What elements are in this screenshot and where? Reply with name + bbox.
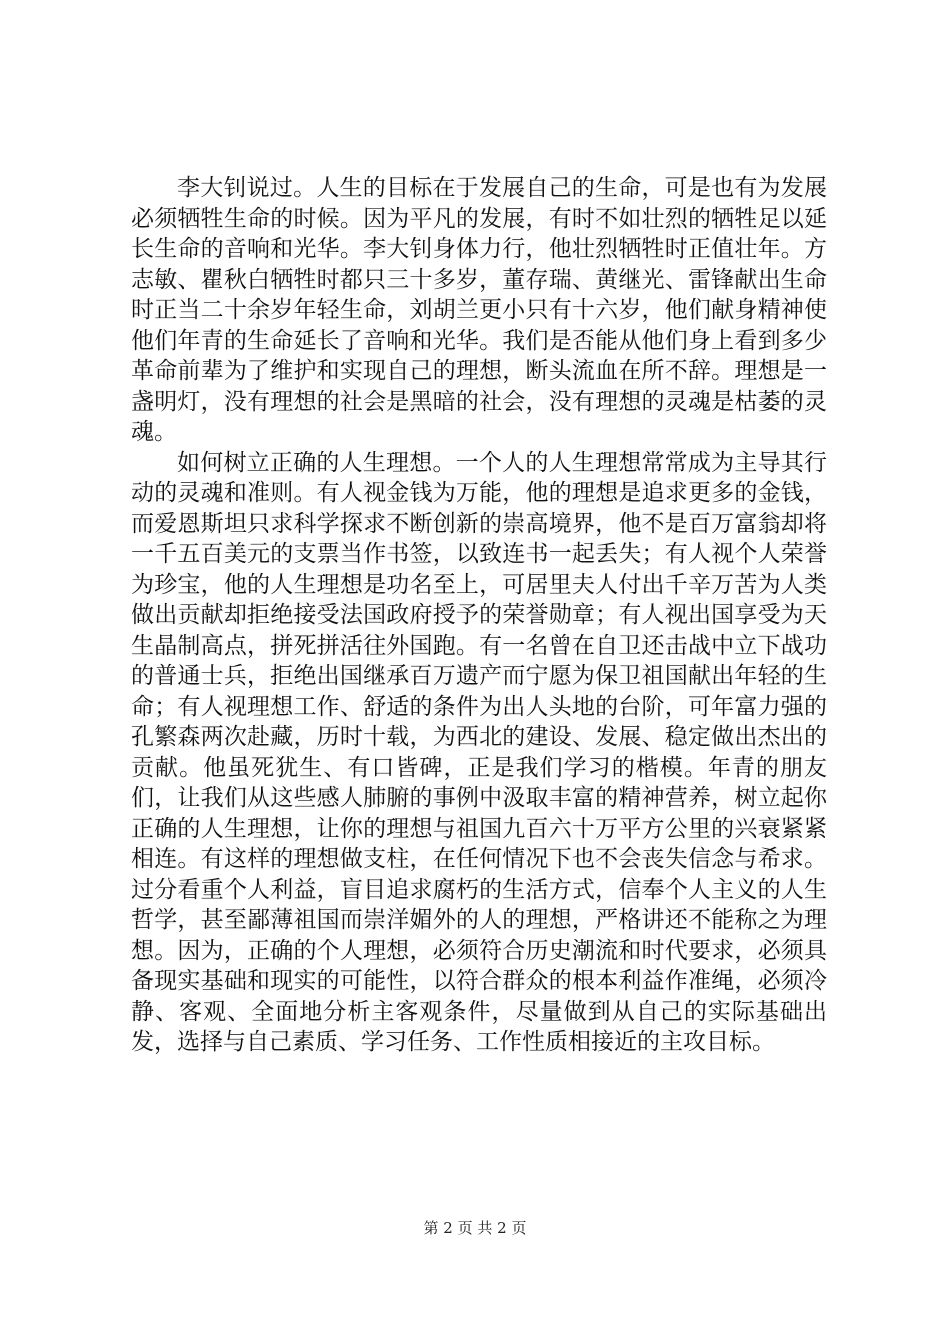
paragraph-2: 如何树立正确的人生理想。一个人的人生理想常常成为主导其行动的灵魂和准则。有人视金钱为万能，他的理想是追求更多的金钱，而爱恩斯坦只求科学探求不断创新的崇高境界，他不是百万富翁却将一千五百美元的支票当作书签，以致连书一起丢失；有人视个人荣誉为珍宝，他的人生理想是功名至上，可居里夫人付出千辛万苦为人类做出贡献却拒绝接受法国政府授予的荣誉勋章；有人视出国享受为天生晶制高点，拼死拼活往外国跑。有一名曾在自卫还击战中立下战功的普通士兵，拒绝出国继承百万遗产而宁愿为保卫祖国献出年轻的生命；有人视理想工作、舒适的条件为出人头地的台阶，可年富力强的孔繁森两次赴藏，历时十载，为西北的建设、发展、稳定做出杰出的贡献。他虽死犹生、有口皆碑，正是我们学习的楷模。年青的朋友们，让我们从这些感人肺腑的事例中汲取丰富的精神营养，树立起你正确的人生理想，让你的理想与祖国九百六十万平方公里的兴衰紧紧相连。有这样的理想做支柱，在任何情况下也不会丧失信念与希求。过分看重个人利益，盲目追求腐朽的生活方式，信奉个人主义的人生哲学，甚至鄙薄祖国而崇洋媚外的人的理想，严格讲还不能称之为理想。因为，正确的个人理想，必须符合历史潮流和时代要求，必须具备现实基础和现实的可能性，以符合群众的根本利益作准绳，必须冷静、客观、全面地分析主客观条件，尽量做到从自己的实际基础出发，选择与自己素质、学习任务、工作性质相接近的主攻目标。 <box>131 449 827 1055</box>
paragraph-1: 李大钊说过。人生的目标在于发展自己的生命，可是也有为发展必须牺牲生命的时候。因为平凡的发展，有时不如壮烈的牺牲足以延长生命的音响和光华。李大钊身体力行，他壮烈牺牲时正值壮年。方志敏、瞿秋白牺牲时都只三十多岁，董存瑞、黄继光、雷锋献出生命时正当二十余岁年轻生命，刘胡兰更小只有十六岁，他们献身精神使他们年青的生命延长了音响和光华。我们是否能从他们身上看到多少革命前辈为了维护和实现自己的理想，断头流血在所不辞。理想是一盏明灯，没有理想的社会是黑暗的社会，没有理想的灵魂是枯萎的灵魂。 <box>131 175 827 445</box>
document-body <box>131 173 827 1058</box>
page-footer: 第 2 页 共 2 页 <box>423 1219 527 1237</box>
